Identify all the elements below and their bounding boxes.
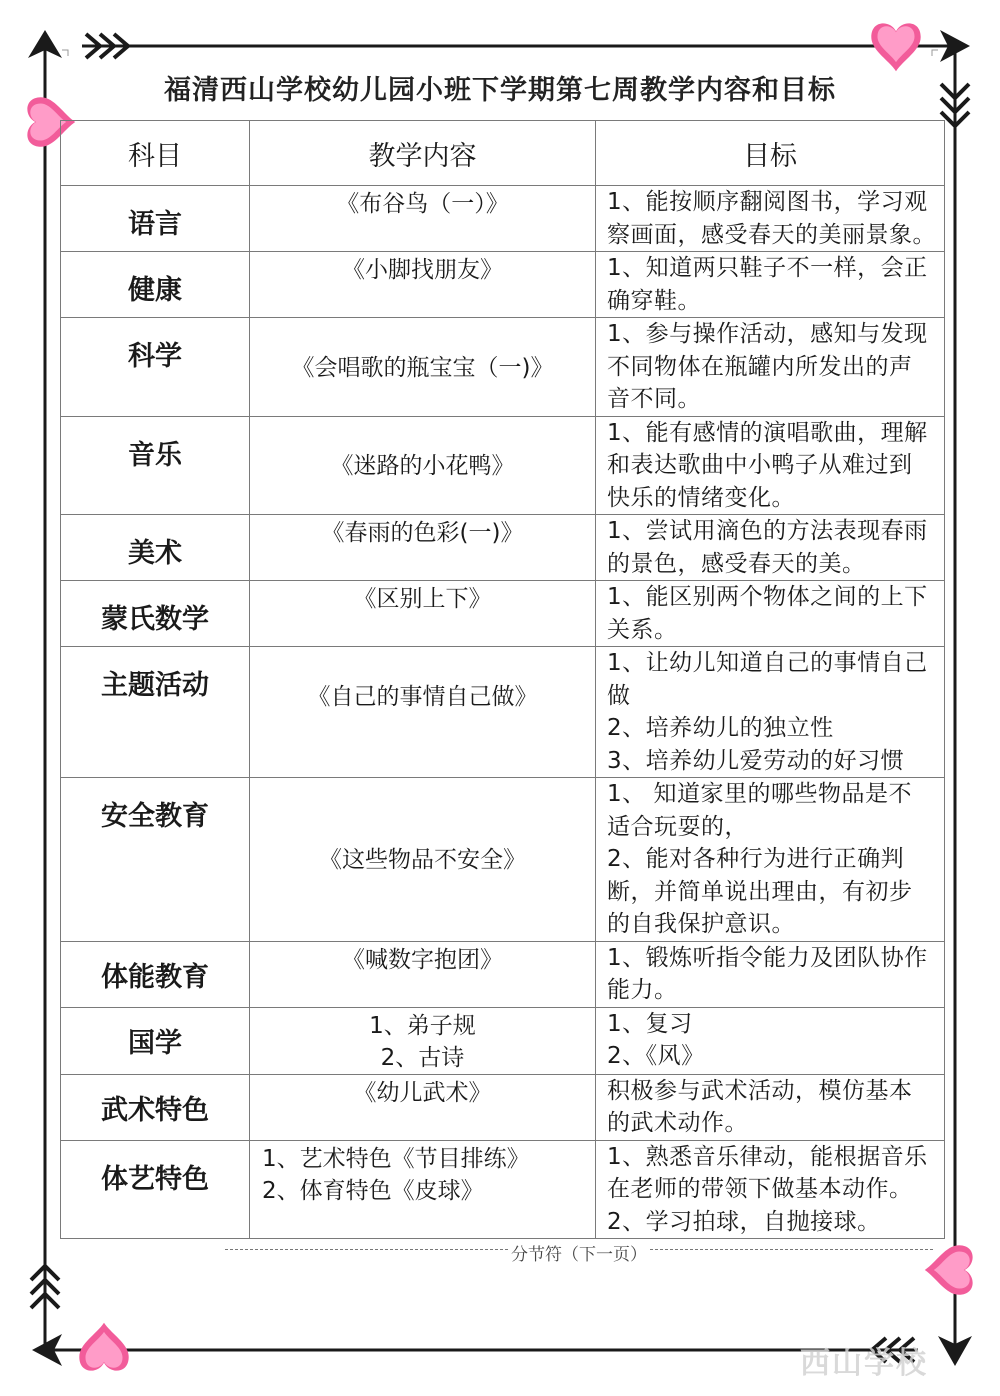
content-cell: 《喊数字抱团》: [250, 941, 596, 1007]
column-header-subject: 科目: [61, 121, 250, 186]
lesson-plan-table: [60, 120, 945, 1239]
goal-cell: 1、锻炼听指令能力及团队协作 能力。: [596, 941, 945, 1007]
goal-cell: 1、能区别两个物体之间的上下 关系。: [596, 581, 945, 647]
watermark: 西山学校: [800, 1346, 928, 1381]
content-cell: 1、艺术特色《节目排练》 2、体育特色《皮球》: [250, 1140, 596, 1239]
section-break-label: 分节符（下一页）: [508, 1245, 650, 1265]
subject-cell: 科学: [61, 318, 250, 417]
table-row: [61, 941, 945, 1007]
table-row: [61, 186, 945, 252]
table-row: [61, 778, 945, 942]
heart-icon: [871, 23, 920, 71]
goal-cell: 1、 知道家里的哪些物品是不 适合玩耍的， 2、能对各种行为进行正确判 断，并简单说出理由，有初步 的自我保护意识。: [596, 778, 945, 942]
goal-cell: 1、复习 2、《风》: [596, 1007, 945, 1074]
content-cell: 《区别上下》: [250, 581, 596, 647]
goal-cell: 1、知道两只鞋子不一样，会正 确穿鞋。: [596, 252, 945, 318]
table-row: [61, 581, 945, 647]
subject-cell: 语言: [61, 186, 250, 252]
table-row: [61, 252, 945, 318]
content-cell: 《小脚找朋友》: [250, 252, 596, 318]
subject-cell: 蒙氏数学: [61, 581, 250, 647]
content-cell: 1、弟子规 2、古诗: [250, 1007, 596, 1074]
table-row: [61, 318, 945, 417]
content-cell: 《会唱歌的瓶宝宝（一)》: [250, 318, 596, 417]
subject-cell: 国学: [61, 1007, 250, 1074]
goal-cell: 积极参与武术活动，模仿基本 的武术动作。: [596, 1074, 945, 1140]
subject-cell: 体艺特色: [61, 1140, 250, 1239]
subject-cell: 主题活动: [61, 647, 250, 778]
subject-cell: 体能教育: [61, 941, 250, 1007]
table-row: [61, 1140, 945, 1239]
goal-cell: 1、让幼儿知道自己的事情自己 做 2、培养幼儿的独立性 3、培养幼儿爱劳动的好习惯: [596, 647, 945, 778]
table-header-row: [61, 121, 945, 186]
subject-cell: 美术: [61, 515, 250, 581]
goal-cell: 1、参与操作活动，感知与发现 不同物体在瓶罐内所发出的声 音不同。: [596, 318, 945, 417]
content-cell: 《自己的事情自己做》: [250, 647, 596, 778]
column-header-goal: 目标: [596, 121, 945, 186]
content-cell: 《春雨的色彩(一)》: [250, 515, 596, 581]
goal-cell: 1、熟悉音乐律动，能根据音乐 在老师的带领下做基本动作。 2、学习拍球，自抛接球。: [596, 1140, 945, 1239]
subject-cell: 武术特色: [61, 1074, 250, 1140]
column-header-content: 教学内容: [250, 121, 596, 186]
table-row: [61, 1074, 945, 1140]
table-row: [61, 647, 945, 778]
heart-icon: [79, 1323, 128, 1371]
content-cell: 《布谷鸟（一）》: [250, 186, 596, 252]
page-title: 福清西山学校幼儿园小班下学期第七周教学内容和目标: [164, 75, 836, 106]
subject-cell: 音乐: [61, 416, 250, 515]
table-row: [61, 1007, 945, 1074]
goal-cell: 1、能按顺序翻阅图书，学习观 察画面，感受春天的美丽景象。: [596, 186, 945, 252]
section-break: [225, 1240, 933, 1265]
table-row: [61, 416, 945, 515]
subject-cell: 健康: [61, 252, 250, 318]
goal-cell: 1、能有感情的演唱歌曲，理解 和表达歌曲中小鸭子从难过到 快乐的情绪变化。: [596, 416, 945, 515]
subject-cell: 安全教育: [61, 778, 250, 942]
goal-cell: 1、尝试用滴色的方法表现春雨 的景色，感受春天的美。: [596, 515, 945, 581]
table-row: [61, 515, 945, 581]
content-cell: 《幼儿武术》: [250, 1074, 596, 1140]
content-cell: 《这些物品不安全》: [250, 778, 596, 942]
content-cell: 《迷路的小花鸭》: [250, 416, 596, 515]
